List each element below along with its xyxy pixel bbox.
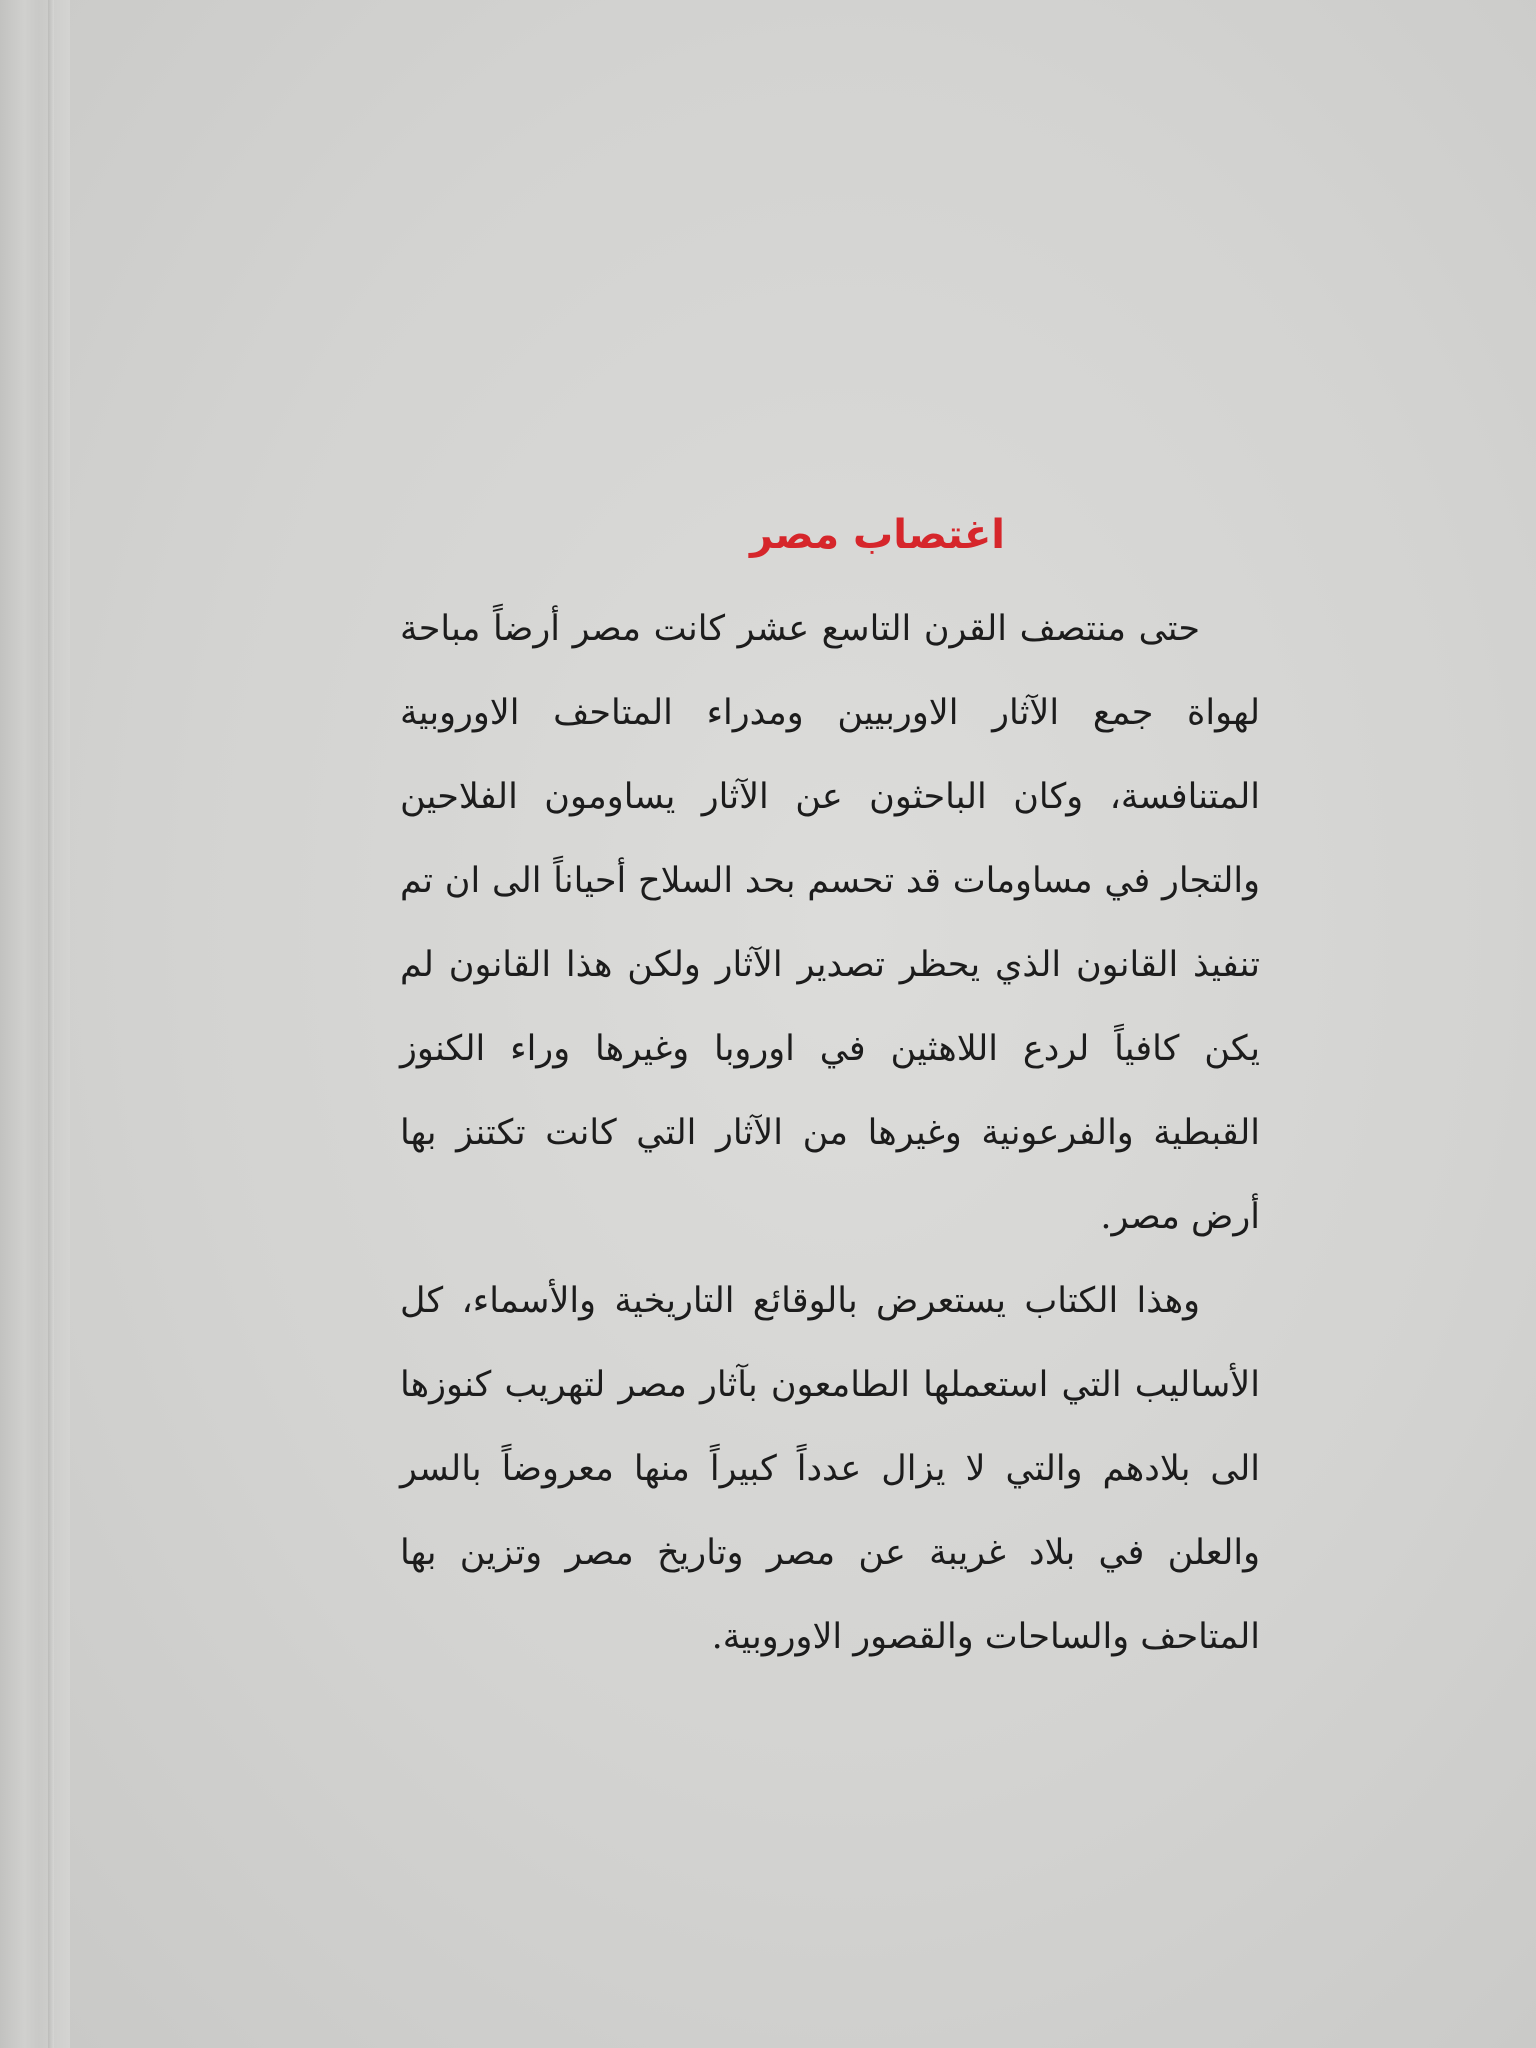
book-spine-edge xyxy=(0,0,70,2048)
blurb-paragraph-1: حتى منتصف القرن التاسع عشر كانت مصر أرضاً مباحة لهواة جمع الآثار الاوربيين ومدراء المتاحف الاوروبية المتنافسة، وكان الباحثون عن الآثار يساومون الفلاحين والتجار في مساومات قد تحسم بحد السلاح أحياناً الى ان تم تنفيذ القانون الذي يحظر تصدير الآثار ولكن هذا القانون لم يكن كافياً لردع اللاهثين في اوروبا وغيرها وراء الكنوز القبطية والفرعونية وغيرها من الآثار التي كانت تكتنز بها أرض مصر. xyxy=(400,609,1260,1237)
blurb-text-block xyxy=(400,495,1260,1679)
spine-groove xyxy=(48,0,54,2048)
book-title: اغتصاب مصر xyxy=(750,512,1005,558)
blurb-paragraph-2: وهذا الكتاب يستعرض بالوقائع التاريخية والأسماء، كل الأساليب التي استعملها الطامعون بآثار مصر لتهريب كنوزها الى بلادهم والتي لا يزال عدداً كبيراً منها معروضاً بالسر والعلن في بلاد غريبة عن مصر وتاريخ مصر وتزين بها المتاحف والساحات والقصور الاوروبية. xyxy=(400,1281,1260,1657)
